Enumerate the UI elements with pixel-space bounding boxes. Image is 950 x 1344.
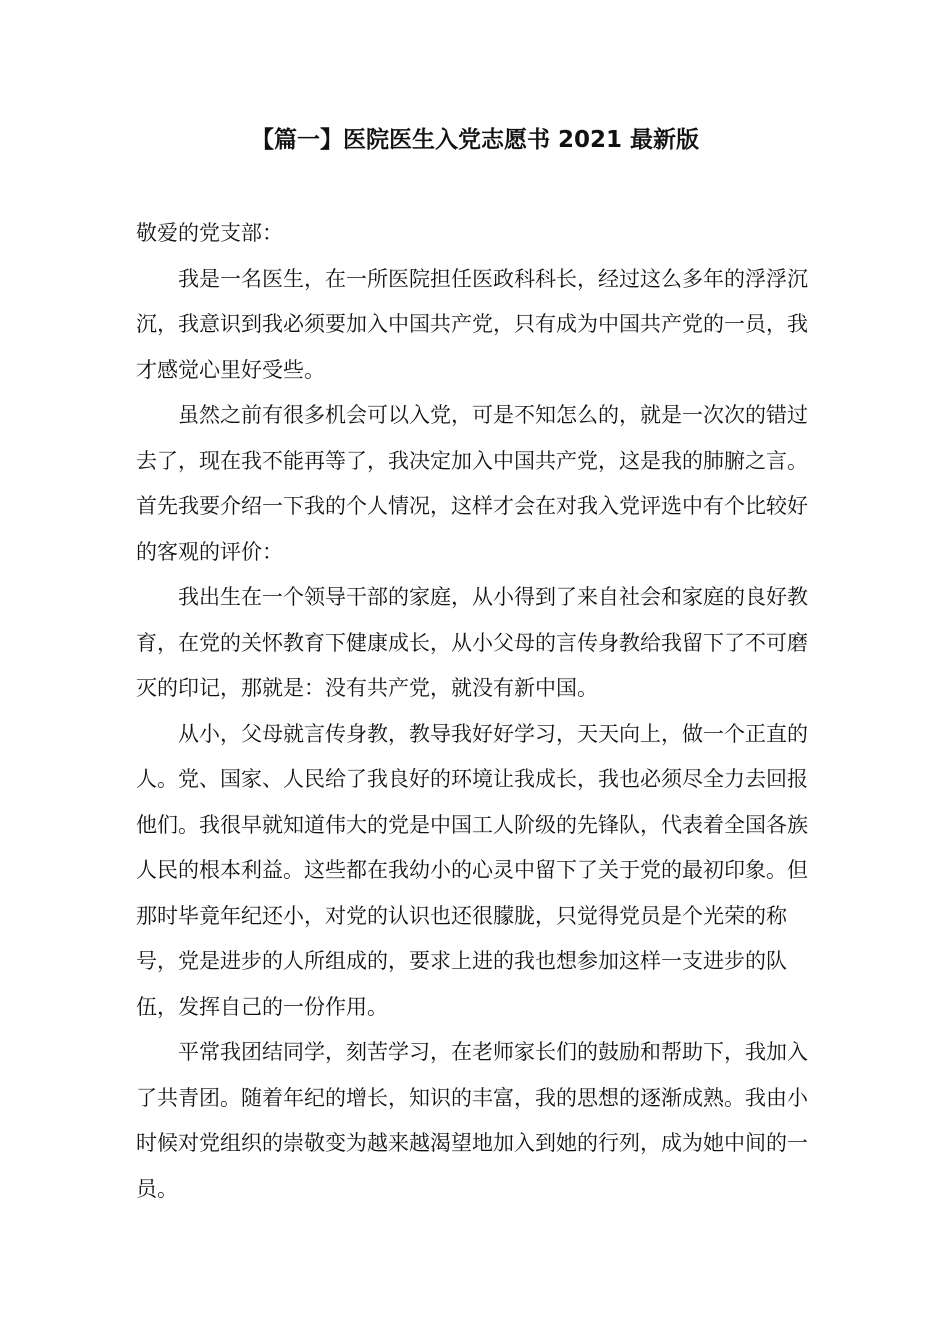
paragraph-3: 我出生在一个领导干部的家庭，从小得到了来自社会和家庭的良好教育，在党的关怀教育下健康成长，从小父母的言传身教给我留下了不可磨灭的印记，那就是：没有共产党，就没有新中国。	[136, 585, 808, 700]
paragraph-1: 我是一名医生，在一所医院担任医政科科长，经过这么多年的浮浮沉沉，我意识到我必须要加入中国共产党，只有成为中国共产党的一员，我才感觉心里好受些。	[136, 266, 808, 382]
document-title: 【篇一】医院医生入党志愿书 2021 最新版	[250, 127, 700, 153]
paragraph-5: 平常我团结同学，刻苦学习，在老师家长们的鼓励和帮助下，我加入了共青团。随着年纪的增长，知识的丰富，我的思想的逐渐成熟。我由小时候对党组织的崇敬变为越来越渴望地加入到她的行列，成为她中间的一员。	[136, 1040, 808, 1201]
document-body	[136, 211, 816, 1212]
paragraph-2: 虽然之前有很多机会可以入党，可是不知怎么的，就是一次次的错过去了，现在我不能再等了，我决定加入中国共产党，这是我的肺腑之言。首先我要介绍一下我的个人情况，这样才会在对我入党评选中有个比较好的客观的评价：	[136, 403, 808, 564]
salutation: 敬爱的党支部：	[136, 221, 283, 245]
paragraph-4: 从小，父母就言传身教，教导我好好学习，天天向上，做一个正直的人。党、国家、人民给了我良好的环境让我成长，我也必须尽全力去回报他们。我很早就知道伟大的党是中国工人阶级的先锋队，代表着全国各族人民的根本利益。这些都在我幼小的心灵中留下了关于党的最初印象。但那时毕竟年纪还小，对党的认识也还很朦胧，只觉得党员是个光荣的称号，党是进步的人所组成的，要求上进的我也想参加这样一支进步的队伍，发挥自己的一份作用。	[136, 721, 808, 1019]
